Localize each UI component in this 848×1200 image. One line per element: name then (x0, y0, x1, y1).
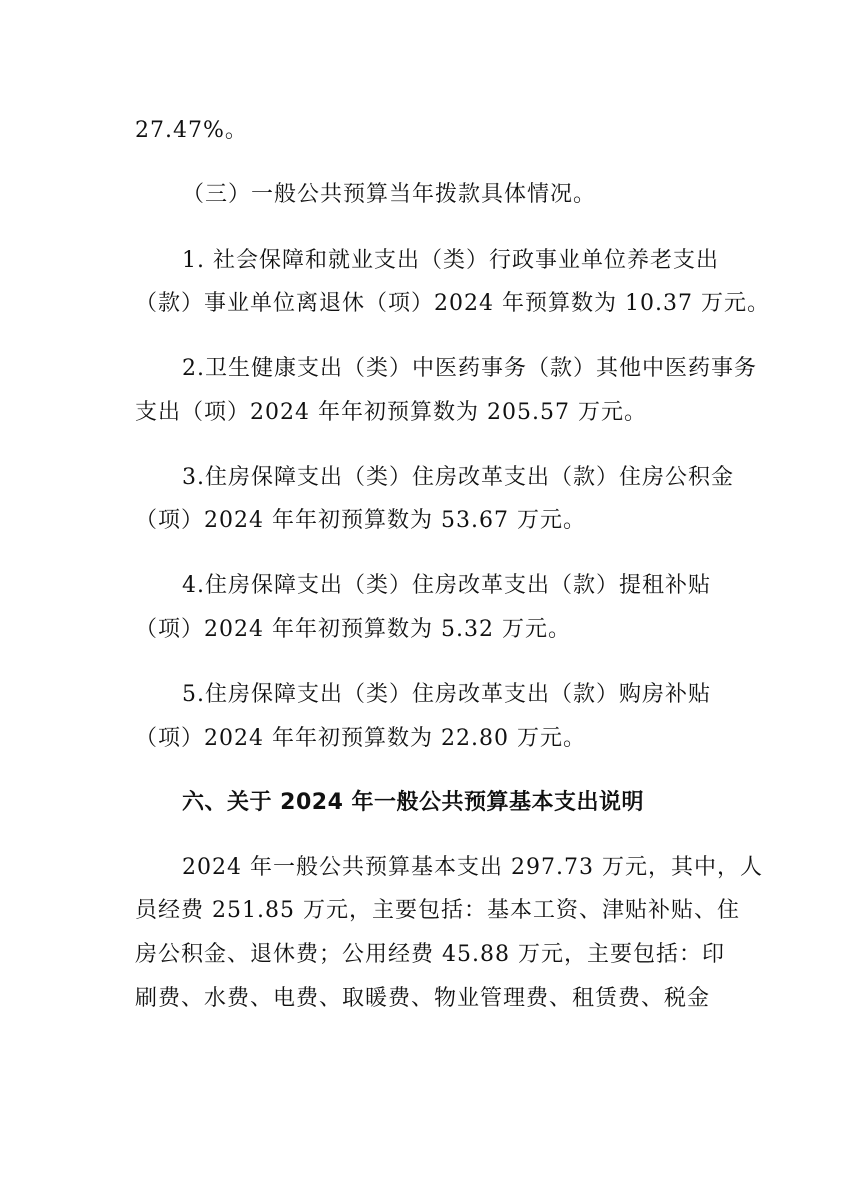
item-1-line-2: （款）事业单位离退休（项）2024 年预算数为 10.37 万元。 (135, 291, 770, 316)
item-2-line-2: 支出（项）2024 年年初预算数为 205.57 万元。 (135, 400, 647, 425)
section-heading-3: （三）一般公共预算当年拨款具体情况。 (182, 182, 597, 207)
item-4-line-1: 4.住房保障支出（类）住房改革支出（款）提租补贴 (182, 573, 711, 598)
item-5-line-2: （项）2024 年年初预算数为 22.80 万元。 (135, 726, 586, 751)
paragraph-line-1: 2024 年一般公共预算基本支出 297.73 万元，其中，人 (182, 855, 763, 880)
text-line-continuation: 27.47%。 (135, 118, 248, 143)
item-3-line-1: 3.住房保障支出（类）住房改革支出（款）住房公积金 (182, 465, 734, 490)
paragraph-line-4: 刷费、水费、电费、取暖费、物业管理费、租赁费、税金 (135, 986, 711, 1011)
section-heading-6: 六、关于 2024 年一般公共预算基本支出说明 (182, 790, 645, 815)
item-3-line-2: （项）2024 年年初预算数为 53.67 万元。 (135, 508, 586, 533)
item-1-line-1: 1. 社会保障和就业支出（类）行政事业单位养老支出 (182, 248, 719, 273)
paragraph-line-2: 员经费 251.85 万元，主要包括：基本工资、津贴补贴、住 (135, 898, 740, 923)
item-5-line-1: 5.住房保障支出（类）住房改革支出（款）购房补贴 (182, 682, 711, 707)
item-4-line-2: （项）2024 年年初预算数为 5.32 万元。 (135, 617, 571, 642)
paragraph-line-3: 房公积金、退休费；公用经费 45.88 万元，主要包括：印 (135, 942, 725, 967)
item-2-line-1: 2.卫生健康支出（类）中医药事务（款）其他中医药事务 (182, 356, 757, 381)
